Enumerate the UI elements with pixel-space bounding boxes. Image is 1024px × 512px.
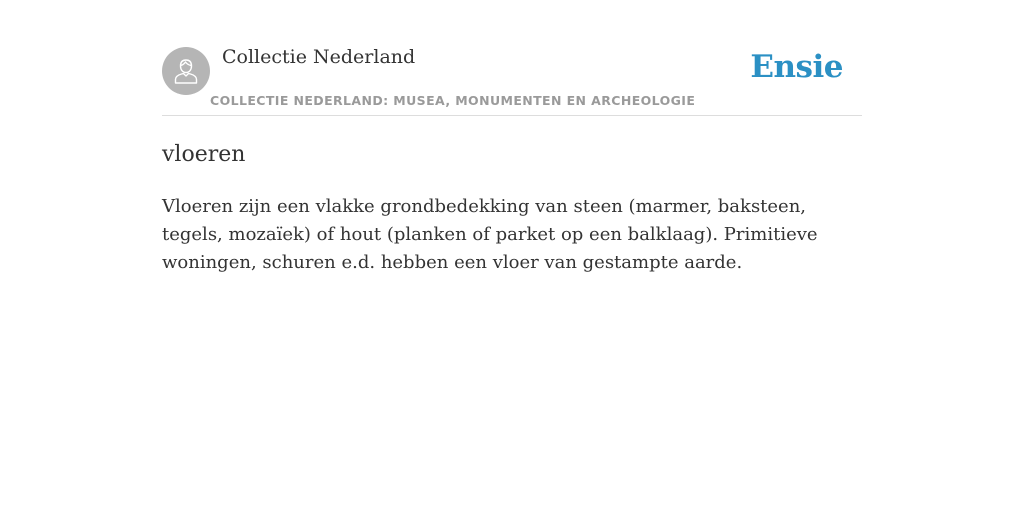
user-silhouette-icon: [171, 56, 201, 86]
source-label: COLLECTIE NEDERLAND: MUSEA, MONUMENTEN EN ARCHEOLOGIE: [210, 93, 696, 108]
brand-logo[interactable]: Ensie: [750, 49, 843, 85]
avatar[interactable]: [162, 47, 210, 95]
author-link[interactable]: Collectie Nederland: [222, 46, 416, 68]
entry-header: [162, 44, 862, 116]
entry-title: vloeren: [162, 142, 246, 167]
entry-card: [162, 44, 862, 277]
entry-body: Vloeren zijn een vlakke grondbedekking van steen (marmer, baksteen, tegels, mozaïek) of hout (planken of parket op een balklaag). Primitieve woningen, schuren e.d. hebben een vloer van gestampte aarde.: [162, 196, 818, 273]
